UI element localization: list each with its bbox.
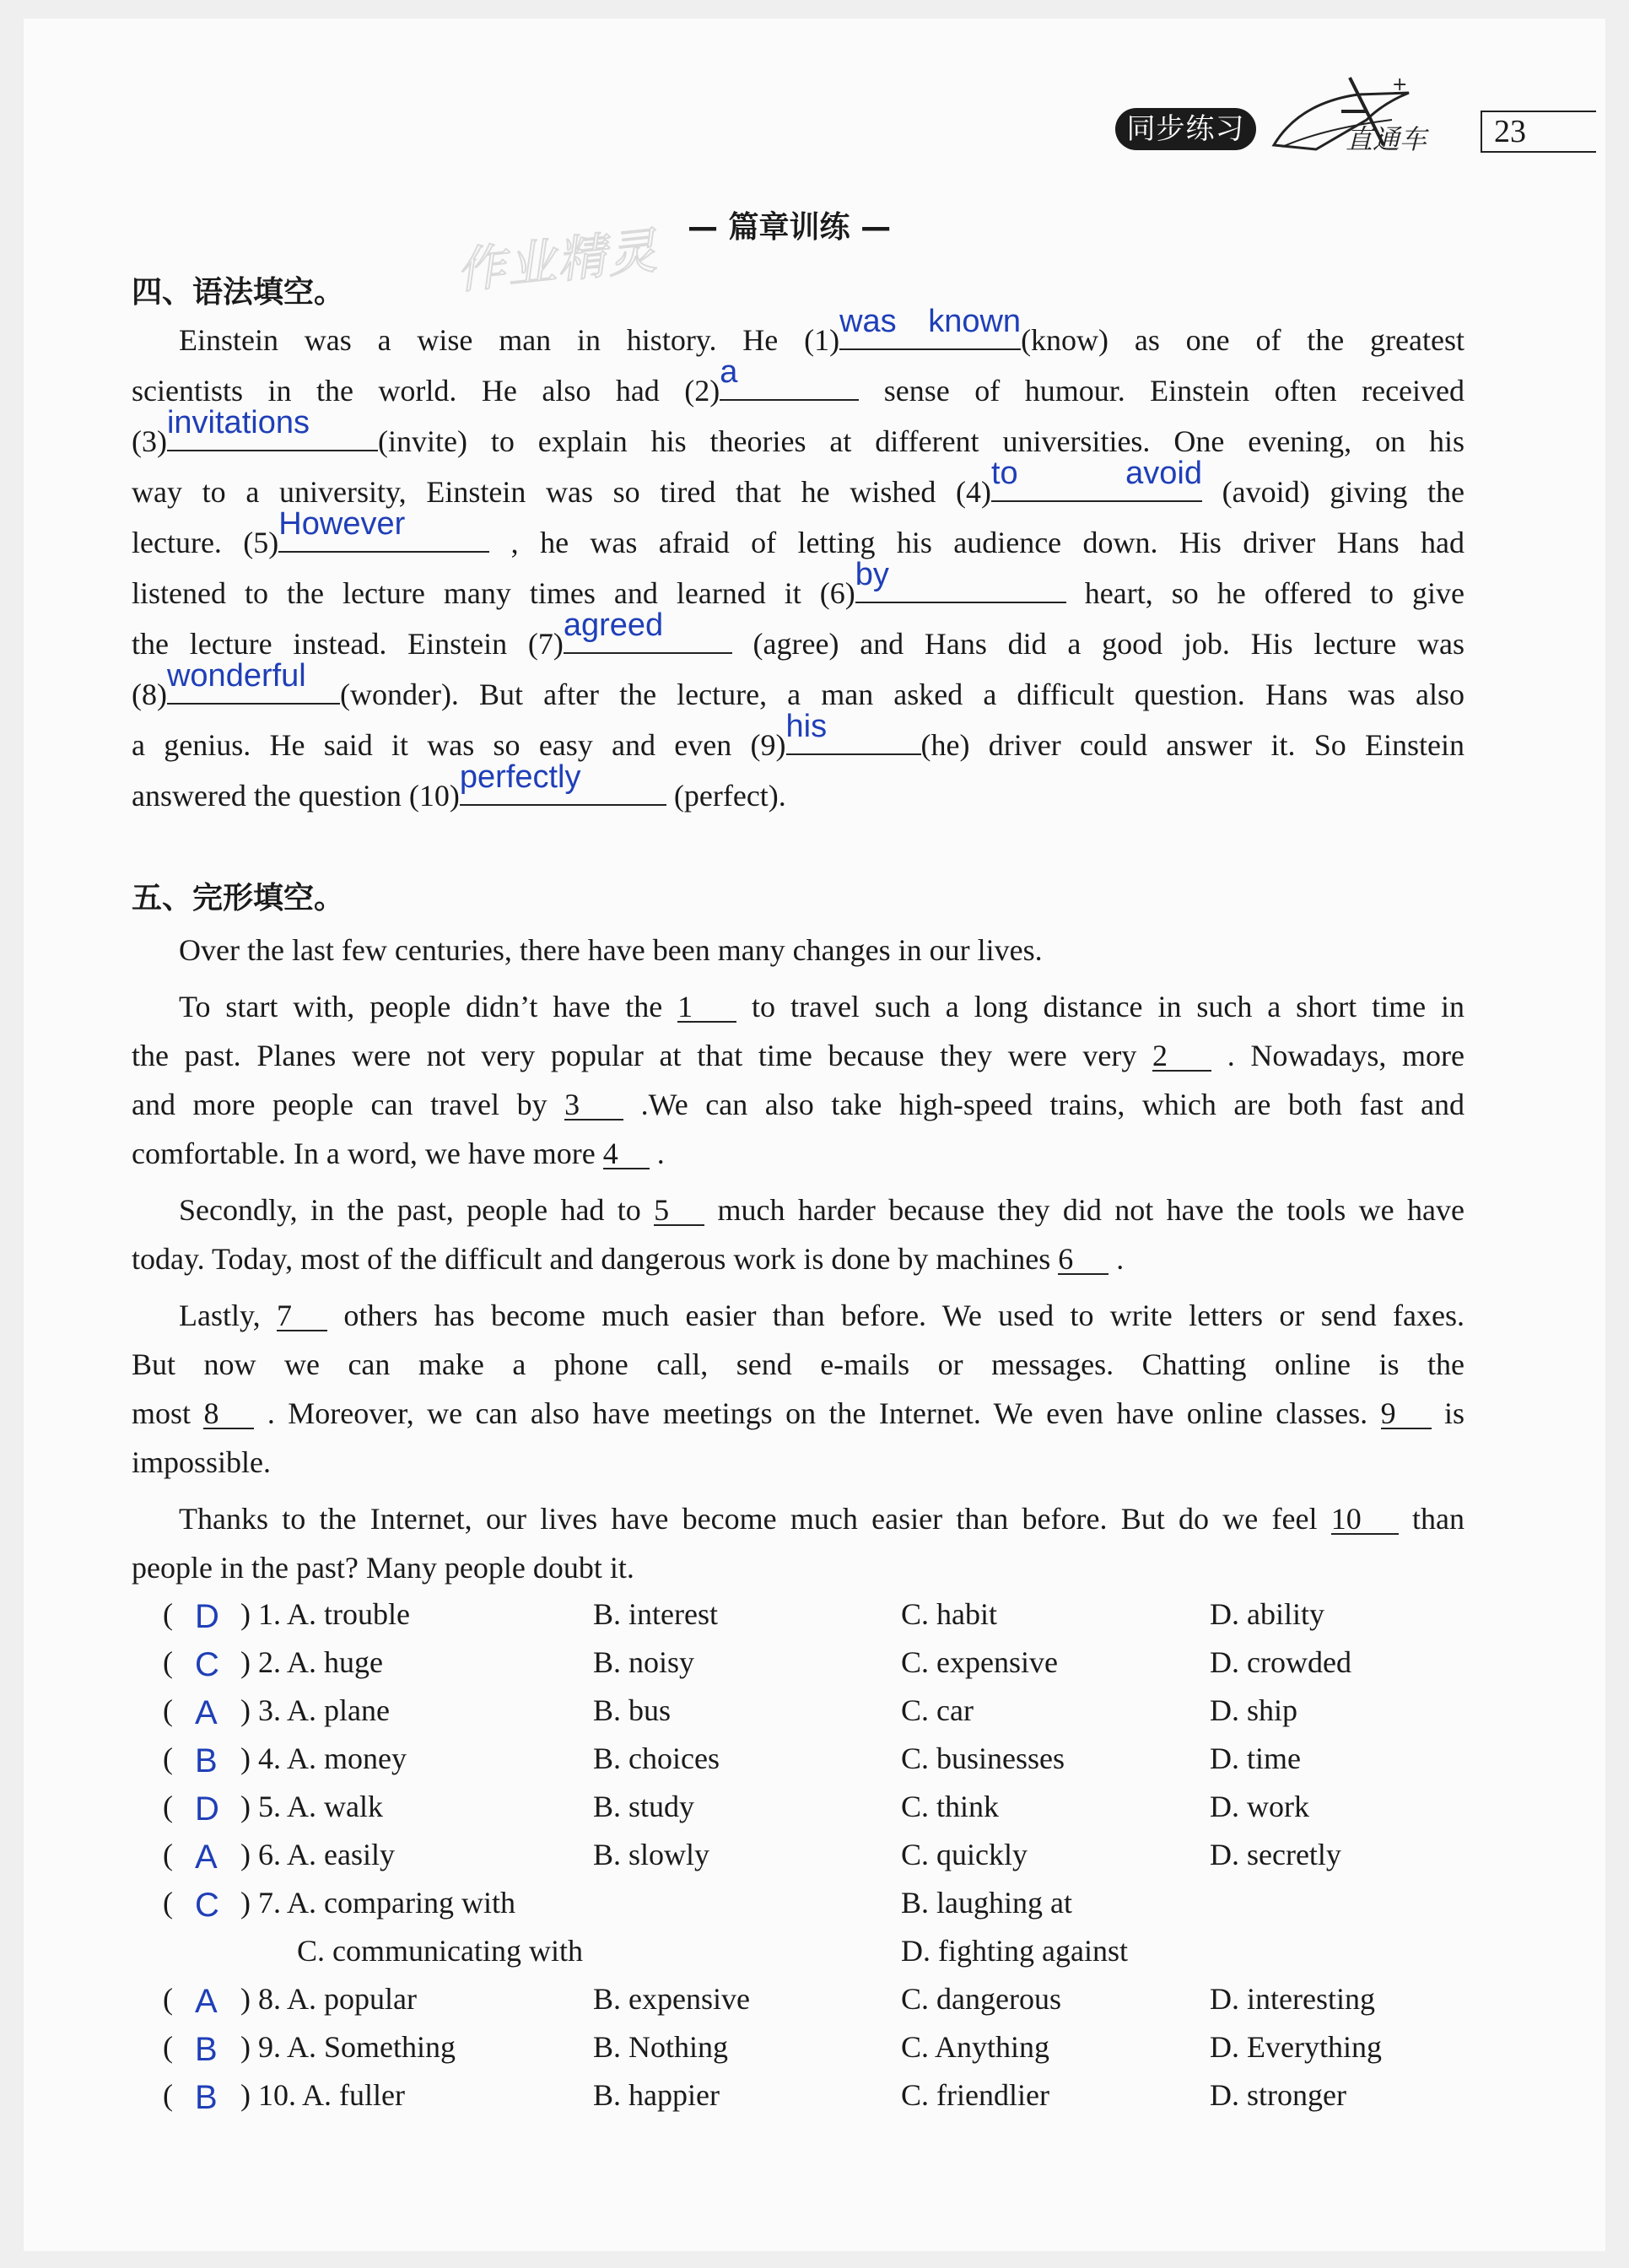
blank-5 bbox=[278, 506, 489, 553]
answer-choice: A bbox=[195, 1694, 218, 1731]
option-d: D. interesting bbox=[1210, 1982, 1375, 2016]
paren-open: ( bbox=[163, 1693, 173, 1727]
answer-choice: D bbox=[195, 1598, 219, 1635]
option-c: C. expensive bbox=[901, 1645, 1058, 1679]
answer-choice: A bbox=[195, 1983, 218, 2020]
answer-4: to avoid bbox=[991, 456, 1202, 491]
svg-text:+: + bbox=[1392, 74, 1408, 95]
passage-line: people in the past? Many people doubt it. bbox=[132, 1551, 634, 1585]
question-stem: ) 1. A. trouble bbox=[240, 1597, 410, 1631]
option-c: C. communicating with bbox=[297, 1934, 583, 1968]
cloze-blank-2: 2 bbox=[1152, 1041, 1211, 1072]
cloze-blank-1: 1 bbox=[677, 992, 736, 1023]
option-d: D. stronger bbox=[1210, 2078, 1346, 2112]
grammar-passage bbox=[132, 304, 1465, 821]
cloze-blank-6: 6 bbox=[1058, 1245, 1108, 1275]
answer-choice: A bbox=[195, 1839, 218, 1876]
passage-line: and more people can travel by 3 .We can also take high-speed trains, which are both fast and bbox=[132, 1088, 1464, 1121]
blank-7 bbox=[563, 608, 732, 654]
cloze-blank-9: 9 bbox=[1381, 1399, 1432, 1429]
option-d: D. ship bbox=[1210, 1693, 1298, 1727]
passage-line: Lastly, 7 others has become much easier than before. We used to write letters or send faxes. bbox=[179, 1299, 1464, 1332]
paren-open: ( bbox=[163, 1886, 173, 1920]
passage-line: Einstein was a wise man in history. He (1) was known (know) as one of the greatest bbox=[132, 315, 1464, 365]
passage-line: lecture. (5) However , he was afraid of letting his audience down. His driver Hans had bbox=[132, 517, 1464, 568]
passage-line: But now we can make a phone call, send e-mails or messages. Chatting online is the bbox=[132, 1347, 1464, 1381]
answer-choice: C bbox=[195, 1646, 219, 1683]
sync-practice-badge: 同步练习 bbox=[1115, 108, 1256, 150]
cloze-blank-5: 5 bbox=[654, 1196, 704, 1226]
part5-heading: 五、完形填空。 bbox=[132, 881, 345, 915]
question-stem: ) 5. A. walk bbox=[240, 1790, 383, 1823]
question-stem: ) 4. A. money bbox=[240, 1742, 407, 1775]
paren-open: ( bbox=[163, 1597, 173, 1631]
blank-4 bbox=[991, 456, 1202, 502]
cloze-blank-3: 3 bbox=[564, 1090, 623, 1120]
passage-line: Secondly, in the past, people had to 5 much harder because they did not have the tools we have bbox=[179, 1193, 1464, 1227]
answer-10: perfectly bbox=[459, 759, 581, 795]
question-stem: ) 8. A. popular bbox=[240, 1982, 417, 2016]
blank-8 bbox=[166, 658, 340, 705]
option-c: C. dangerous bbox=[901, 1982, 1061, 2016]
passage-line: most 8 . Moreover, we can also have meetings on the Internet. We even have online classes. 9 is bbox=[132, 1396, 1465, 1430]
option-d: D. time bbox=[1210, 1742, 1301, 1775]
answer-9: his bbox=[785, 709, 828, 744]
option-c: C. think bbox=[901, 1790, 1000, 1823]
paren-open: ( bbox=[163, 2030, 173, 2064]
paren-open: ( bbox=[163, 1742, 173, 1775]
option-b: B. happier bbox=[593, 2078, 720, 2112]
passage-line: scientists in the world. He also had (2) a sense of humour. Einstein often received bbox=[132, 365, 1464, 416]
option-b: B. slowly bbox=[593, 1838, 710, 1871]
passage-line: Over the last few centuries, there have been many changes in our lives. bbox=[179, 933, 1043, 967]
passage-line: To start with, people didn’t have the 1 to travel such a long distance in such a short time in bbox=[179, 990, 1464, 1023]
blank-6 bbox=[855, 557, 1066, 603]
page-number-box bbox=[1481, 111, 1596, 153]
question-stem: ) 10. A. fuller bbox=[240, 2078, 405, 2112]
option-d: D. ability bbox=[1210, 1597, 1324, 1631]
option-c: C. friendlier bbox=[901, 2078, 1049, 2112]
option-c: C. businesses bbox=[901, 1742, 1065, 1775]
answer-6: by bbox=[855, 557, 889, 592]
question-stem: ) 3. A. plane bbox=[240, 1693, 390, 1727]
answer-7: agreed bbox=[563, 608, 664, 643]
passage-line: comfortable. In a word, we have more 4 . bbox=[132, 1137, 665, 1170]
option-b: B. laughing at bbox=[901, 1886, 1072, 1920]
answer-8: wonderful bbox=[166, 658, 306, 694]
blank-9 bbox=[785, 709, 921, 755]
option-c: C. quickly bbox=[901, 1838, 1028, 1871]
answer-3: invitations bbox=[166, 405, 310, 440]
logo-text: 直通车 bbox=[1346, 123, 1427, 155]
cloze-blank-4: 4 bbox=[603, 1139, 650, 1169]
passage-line: today. Today, most of the difficult and dangerous work is done by machines 6 . bbox=[132, 1242, 1125, 1276]
cloze-blank-7: 7 bbox=[277, 1301, 327, 1331]
passage-line: (3) invitations (invite) to explain his theories at different universities. One evening, on his bbox=[132, 416, 1464, 467]
passage-line: (8) wonderful (wonder). But after the lecture, a man asked a difficult question. Hans was also bbox=[132, 669, 1464, 720]
passage-line: the past. Planes were not very popular at that time because they were very 2 . Nowadays, more bbox=[132, 1039, 1464, 1072]
option-c: C. Anything bbox=[901, 2030, 1050, 2064]
paren-open: ( bbox=[163, 1645, 173, 1679]
answer-choice: B bbox=[195, 2031, 218, 2068]
question-stem: ) 9. A. Something bbox=[240, 2030, 456, 2064]
passage-line: way to a university, Einstein was so tired that he wished (4) to avoid (avoid) giving the bbox=[132, 467, 1464, 517]
option-b: B. study bbox=[593, 1790, 695, 1823]
option-c: C. car bbox=[901, 1693, 974, 1727]
option-b: B. expensive bbox=[593, 1982, 750, 2016]
option-b: B. Nothing bbox=[593, 2030, 729, 2064]
paren-open: ( bbox=[163, 1838, 173, 1871]
option-d: D. fighting against bbox=[901, 1934, 1128, 1968]
paren-open: ( bbox=[163, 2078, 173, 2112]
passage-line: answered the question (10) perfectly (perfect). bbox=[132, 770, 1464, 821]
blank-3 bbox=[166, 405, 378, 451]
option-d: D. secretly bbox=[1210, 1838, 1341, 1871]
question-stem: ) 6. A. easily bbox=[240, 1838, 395, 1871]
question-stem: ) 2. A. huge bbox=[240, 1645, 383, 1679]
paren-open: ( bbox=[163, 1982, 173, 2016]
a-plus-logo bbox=[1265, 69, 1451, 164]
section-title: — 篇章训练 — bbox=[688, 210, 892, 245]
option-b: B. choices bbox=[593, 1742, 720, 1775]
answer-choice: B bbox=[195, 1742, 218, 1779]
paren-open: ( bbox=[163, 1790, 173, 1823]
passage-line: impossible. bbox=[132, 1445, 272, 1479]
option-b: B. noisy bbox=[593, 1645, 695, 1679]
passage-line: the lecture instead. Einstein (7) agreed (agree) and Hans did a good job. His lecture was bbox=[132, 618, 1464, 669]
answer-5: However bbox=[278, 506, 406, 542]
passage-line: Thanks to the Internet, our lives have become much easier than before. But do we feel 10 than bbox=[179, 1502, 1464, 1536]
option-c: C. habit bbox=[901, 1597, 997, 1631]
passage-line: a genius. He said it was so easy and even (9) his (he) driver could answer it. So Einstein bbox=[132, 720, 1464, 770]
option-d: D. work bbox=[1210, 1790, 1309, 1823]
answer-choice: D bbox=[195, 1790, 219, 1828]
answer-1: was known bbox=[839, 304, 1022, 339]
option-b: B. interest bbox=[593, 1597, 718, 1631]
blank-1 bbox=[839, 304, 1022, 350]
cloze-blank-8: 8 bbox=[203, 1399, 254, 1429]
part4-heading: 四、语法填空。 bbox=[132, 275, 345, 310]
option-b: B. bus bbox=[593, 1693, 672, 1727]
option-d: D. Everything bbox=[1210, 2030, 1382, 2064]
answer-2: a bbox=[720, 354, 738, 390]
page-number: 23 bbox=[1494, 114, 1526, 149]
watermark: 作业精灵 bbox=[453, 221, 661, 300]
answer-choice: C bbox=[195, 1887, 219, 1924]
passage-line: listened to the lecture many times and learned it (6) by heart, so he offered to give bbox=[132, 568, 1464, 618]
question-stem: ) 7. A. comparing with bbox=[240, 1886, 515, 1920]
blank-2 bbox=[720, 354, 859, 401]
blank-10 bbox=[459, 759, 666, 806]
option-d: D. crowded bbox=[1210, 1645, 1351, 1679]
cloze-blank-10: 10 bbox=[1331, 1504, 1399, 1535]
answer-choice: B bbox=[195, 2079, 218, 2116]
